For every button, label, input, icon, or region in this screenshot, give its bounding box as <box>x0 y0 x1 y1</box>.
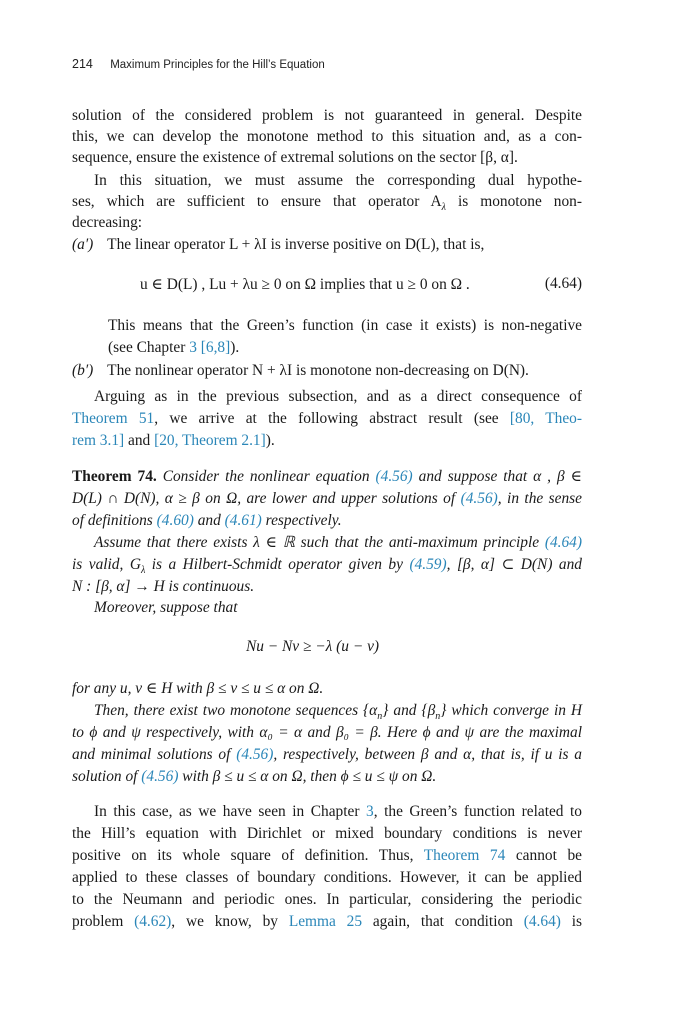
theorem-line <box>72 510 582 531</box>
theorem-line <box>94 532 582 553</box>
eq-ref-link[interactable]: (4.56) <box>460 490 498 507</box>
eq-ref-link[interactable]: (4.61) <box>224 512 262 529</box>
text-span: with β ≤ u ≤ α on Ω, then ϕ ≤ u ≤ ψ on Ω. <box>178 768 437 785</box>
page-number: 214 <box>72 57 93 71</box>
text-span: problem <box>72 913 135 930</box>
theorem-line: Moreover, suppose that <box>94 599 238 616</box>
item-label: (b′) <box>72 362 94 379</box>
eq-ref-link[interactable]: (4.59) <box>409 556 447 573</box>
text-span: ). <box>230 339 240 356</box>
eq-ref-link[interactable]: (4.64) <box>523 913 561 930</box>
text-span: is monotone non- <box>445 193 582 210</box>
text-line <box>72 430 582 451</box>
subscript: n <box>435 711 441 723</box>
theorem-line <box>72 466 582 487</box>
text-line: to the Neumann and periodic ones. In particular, considering the periodic <box>72 891 582 908</box>
text-line <box>72 911 582 932</box>
text-line <box>108 337 582 358</box>
text-line <box>72 845 582 866</box>
text-span: respectively. <box>261 512 342 529</box>
theorem-line: N : [β, α] → H is continuous. <box>72 578 255 595</box>
text-span: ). <box>265 432 275 449</box>
eq-ref-link[interactable]: (4.56) <box>375 468 413 485</box>
text-span: is a Hilbert-Schmidt operator given by <box>145 556 410 573</box>
text-span: , the Green’s function related to <box>373 803 583 820</box>
text-line: solution of the considered problem is not guaranteed in general. Despite <box>72 107 582 124</box>
citation-link[interactable]: [20, Theorem 2.1] <box>154 432 266 449</box>
chapter-link[interactable]: 3 <box>366 803 374 820</box>
text-line: applied to these classes of boundary conditions. However, it can be applied <box>72 869 582 886</box>
text-line: the Hill’s equation with Dirichlet or mixed boundary conditions is never <box>72 825 582 842</box>
text-span: and suppose that α , β ∈ <box>412 468 582 485</box>
text-span: is valid, G <box>72 556 141 573</box>
text-span: Consider the nonlinear equation <box>156 468 376 485</box>
text-span: , in the sense <box>497 490 582 507</box>
text-span: In this case, as we have seen in Chapter <box>94 803 367 820</box>
text-span: and <box>193 512 225 529</box>
theorem-title: Theorem 74. <box>72 468 157 485</box>
eq-ref-link[interactable]: (4.56) <box>141 768 179 785</box>
text-line <box>94 801 582 822</box>
eq-ref-link[interactable]: (4.60) <box>156 512 194 529</box>
theorem-line <box>72 488 582 509</box>
theorem-line: to ϕ and ψ respectively, with α₀ = α and β₀ = β. Here ϕ and ψ are the maximal <box>72 724 582 741</box>
item-text: The linear operator L + λI is inverse positive on D(L), that is, <box>107 236 485 253</box>
item-text: The nonlinear operator N + λI is monotone non-decreasing on D(N). <box>107 362 529 379</box>
running-title: Maximum Principles for the Hill’s Equation <box>110 59 325 71</box>
text-span: again, that condition <box>362 913 524 930</box>
list-item-a <box>72 234 582 255</box>
text-line: In this situation, we must assume the corresponding dual hypothe- <box>94 172 582 189</box>
theorem-line: for any u, v ∈ H with β ≤ v ≤ u ≤ α on Ω. <box>72 680 324 697</box>
equation-number: (4.64) <box>544 275 582 292</box>
text-span: Assume that there exists λ ∈ ℝ such that the anti-maximum principle <box>94 534 545 551</box>
text-span: } and {β <box>382 702 436 719</box>
text-span: and <box>124 432 155 449</box>
text-span: , [β, α] ⊂ D(N) and <box>446 556 582 573</box>
text-line: This means that the Green’s function (in case it exists) is non-negative <box>108 317 582 334</box>
lemma-25-link[interactable]: Lemma 25 <box>288 913 363 930</box>
text-span: Then, there exist two monotone sequences {α <box>94 702 378 719</box>
citation-link[interactable]: rem 3.1] <box>72 432 125 449</box>
text-span: of definitions <box>72 512 157 529</box>
subscript: λ <box>441 202 446 214</box>
item-label: (a′) <box>72 236 94 253</box>
text-span: (see Chapter <box>108 339 190 356</box>
subscript: λ <box>140 565 146 577</box>
list-item-b <box>72 360 582 381</box>
theorem-line <box>72 766 582 787</box>
citation-link[interactable]: [80, Theo- <box>509 410 583 427</box>
text-span: is <box>560 913 582 930</box>
text-line: decreasing: <box>72 214 143 231</box>
chapter-link[interactable]: 3 <box>189 339 197 356</box>
subscript: n <box>377 711 383 723</box>
text-span: , respectively, between β and α, that is, if u is a <box>273 746 582 763</box>
text-span: } which converge in H <box>440 702 582 719</box>
text-span: and minimal solutions of <box>72 746 237 763</box>
text-span: solution of <box>72 768 142 785</box>
text-span: D(L) ∩ D(N), α ≥ β on Ω, are lower and upper solutions of <box>72 490 461 507</box>
eq-ref-link[interactable]: (4.62) <box>134 913 172 930</box>
text-line: sequence, ensure the existence of extremal solutions on the sector [β, α]. <box>72 149 518 166</box>
text-span: cannot be <box>505 847 582 864</box>
text-line: this, we can develop the monotone method to this situation and, as a con- <box>72 128 582 145</box>
eq-ref-link[interactable]: (4.56) <box>236 746 274 763</box>
running-header <box>72 57 325 71</box>
text-span: positive on its whole square of definition. Thus, <box>72 847 424 864</box>
text-span: , we know, by <box>171 913 289 930</box>
text-line: Arguing as in the previous subsection, and as a direct consequence of <box>94 388 582 405</box>
text-span: ses, which are sufficient to ensure that operator A <box>72 193 442 210</box>
text-span: , we arrive at the following abstract result (see <box>154 410 510 427</box>
citation-link[interactable]: [6,8] <box>200 339 231 356</box>
eq-ref-link[interactable]: (4.64) <box>544 534 582 551</box>
theorem-51-link[interactable]: Theorem 51 <box>72 410 155 427</box>
theorem-line <box>72 744 582 765</box>
theorem-74-link[interactable]: Theorem 74 <box>423 847 506 864</box>
equation-4-64: u ∈ D(L) , Lu + λu ≥ 0 on Ω implies that u ≥ 0 on Ω . <box>140 276 470 293</box>
text-line <box>72 408 582 429</box>
inequality-display: Nu − Nv ≥ −λ (u − v) <box>246 638 380 655</box>
